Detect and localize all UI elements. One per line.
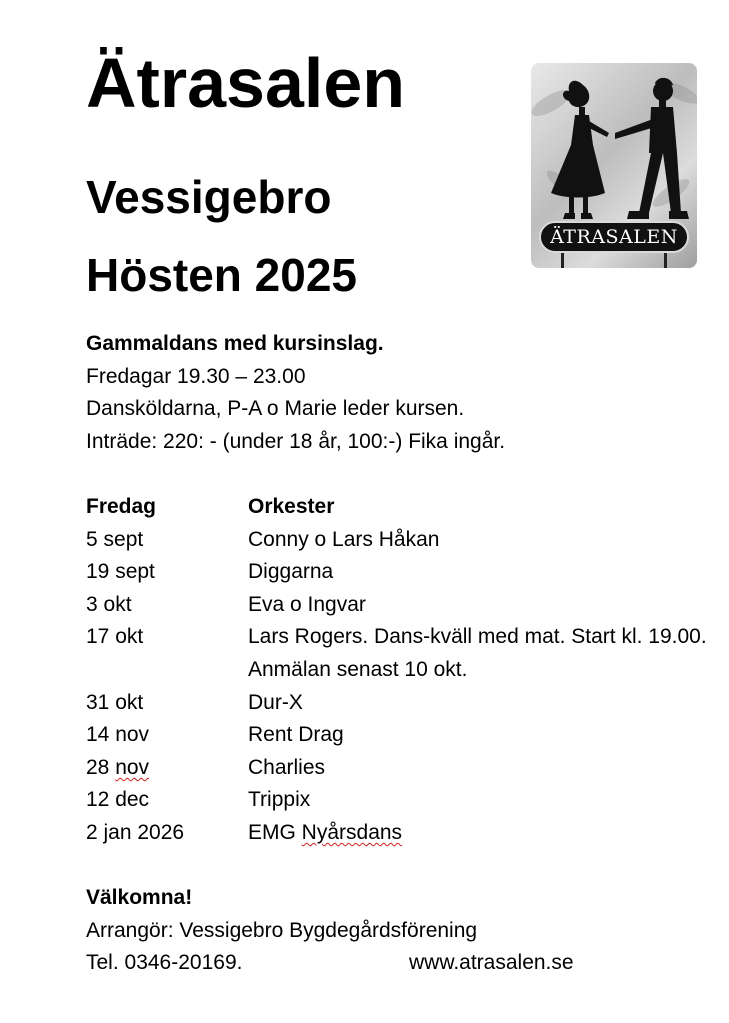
page-title: Ätrasalen xyxy=(86,44,406,122)
row-date: 17 okt xyxy=(86,625,144,649)
row-date: 14 nov xyxy=(86,723,150,747)
row-band: Dur-X xyxy=(248,690,303,714)
organizer-text: Arrangör: Vessigebro Bygdegårdsförening xyxy=(86,918,478,942)
table-row xyxy=(86,589,708,622)
intro-instructors: Dansköldarna, P-A o Marie leder kursen. xyxy=(86,397,465,420)
row-date: 5 sept xyxy=(86,527,144,551)
row-band xyxy=(248,817,708,850)
row-date-day: 28 xyxy=(86,755,116,779)
table-row xyxy=(86,784,708,817)
row-date: 2 jan 2026 xyxy=(86,820,185,844)
row-band: Lars Rogers. Dans-kväll med mat. Start kl. 19.00. Anmälan senast 10 okt. xyxy=(248,625,707,681)
row-band: Trippix xyxy=(248,788,311,812)
table-row xyxy=(86,524,708,557)
table-row xyxy=(86,621,708,686)
schedule-table xyxy=(86,491,708,850)
phone-number: Tel. 0346-20169. xyxy=(86,951,243,974)
table-row xyxy=(86,719,708,752)
contact-row xyxy=(86,947,574,980)
row-band: Diggarna xyxy=(248,560,334,584)
table-row xyxy=(86,817,708,850)
row-band: Eva o Ingvar xyxy=(248,592,366,616)
season-subtitle: Hösten 2025 xyxy=(86,249,358,301)
header-band: Orkester xyxy=(248,495,335,518)
table-row xyxy=(86,556,708,589)
welcome-text: Välkomna! xyxy=(86,886,193,909)
logo-sign: ÄTRASALEN xyxy=(539,221,689,253)
website-link[interactable]: www.atrasalen.se xyxy=(409,951,574,974)
intro-admission: Inträde: 220: - (under 18 år, 100:-) Fika ingår. xyxy=(86,429,506,453)
row-date: 19 sept xyxy=(86,560,155,584)
row-date: 3 okt xyxy=(86,592,132,616)
row-band: Charlies xyxy=(248,755,326,779)
table-row xyxy=(86,752,708,785)
footer-section xyxy=(86,882,574,980)
row-band: Rent Drag xyxy=(248,723,344,747)
intro-hours: Fredagar 19.30 – 23.00 xyxy=(86,364,306,388)
header-date: Fredag xyxy=(86,495,157,518)
row-date: 31 okt xyxy=(86,690,144,714)
row-date-month: nov xyxy=(115,755,150,779)
row-date xyxy=(86,752,248,785)
atrasalen-logo xyxy=(531,63,697,268)
intro-section xyxy=(86,328,505,458)
row-band-marked: Nyårsdans xyxy=(301,820,403,844)
row-band-prefix: EMG xyxy=(248,820,302,844)
table-row xyxy=(86,687,708,720)
row-date: 12 dec xyxy=(86,788,150,812)
schedule-header-row xyxy=(86,491,708,524)
row-band: Conny o Lars Håkan xyxy=(248,527,440,551)
intro-heading: Gammaldans med kursinslag. xyxy=(86,332,384,355)
location-subtitle: Vessigebro xyxy=(86,171,332,223)
